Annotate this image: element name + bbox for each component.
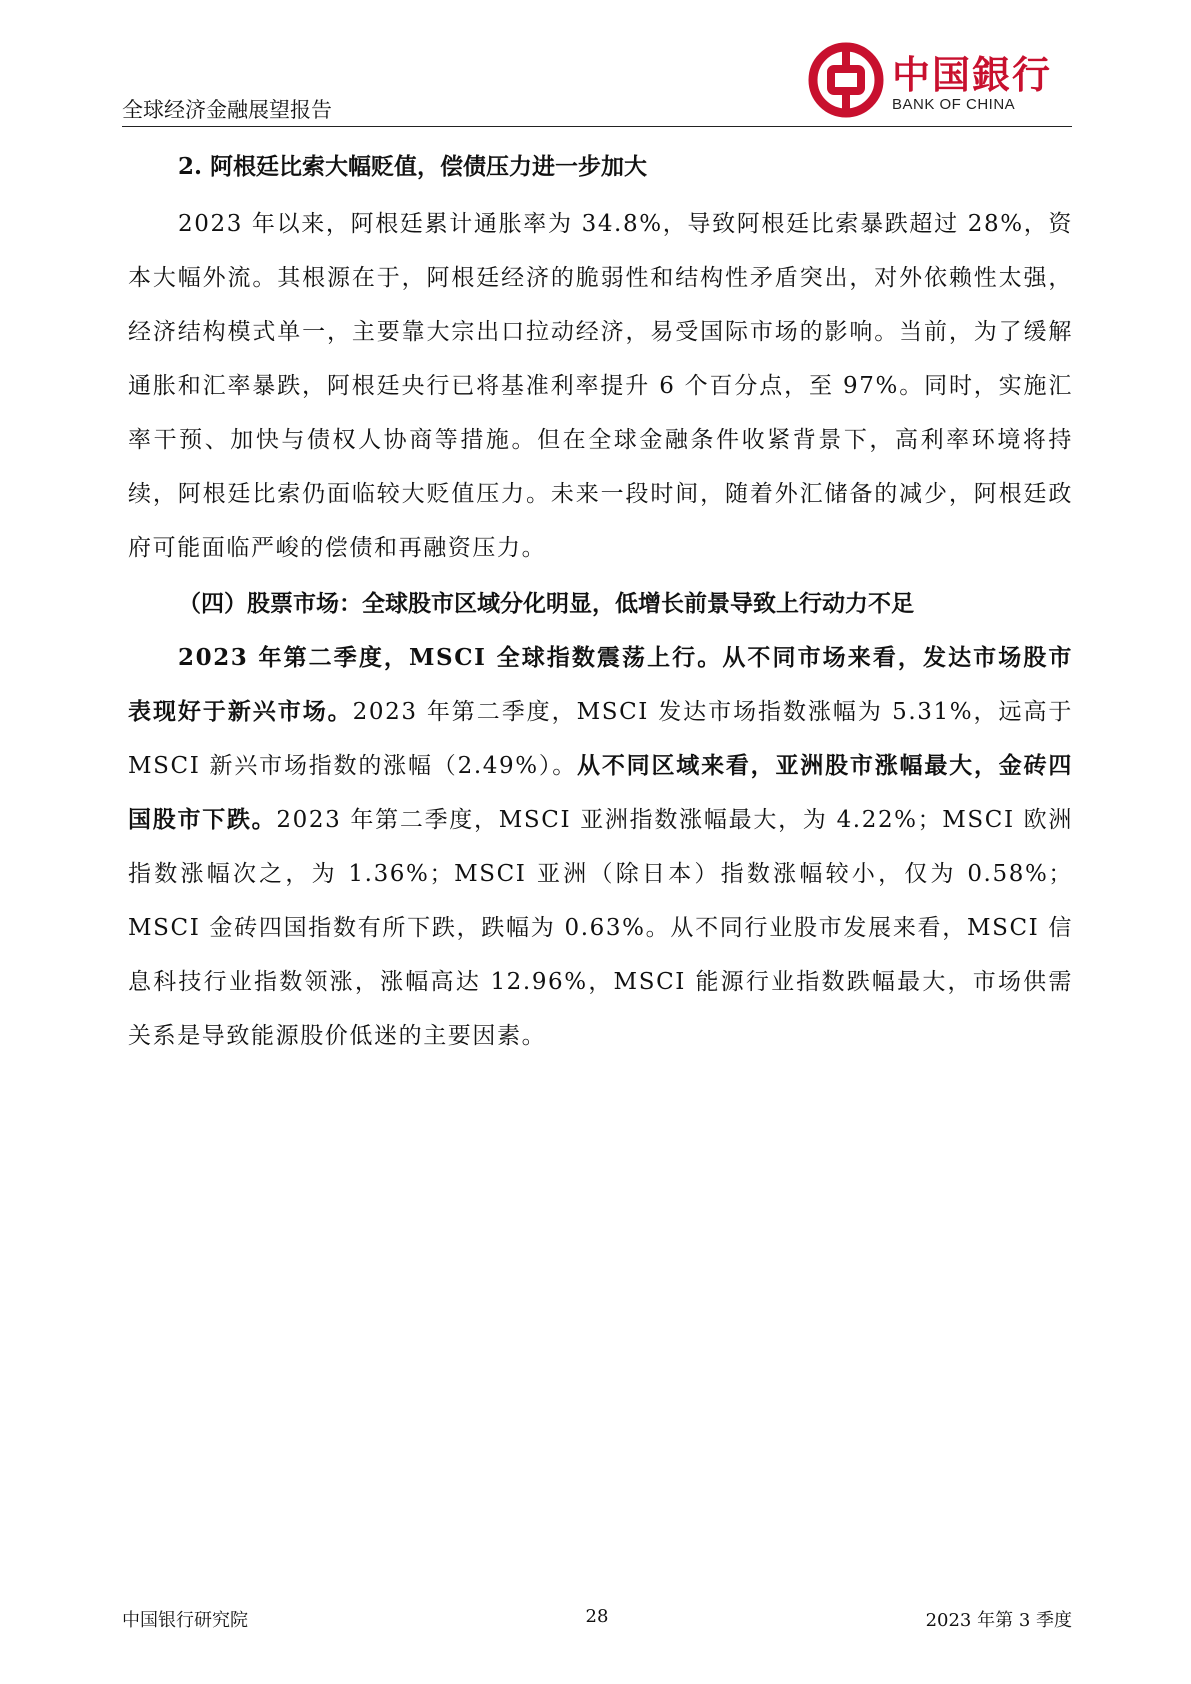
report-title: 全球经济金融展望报告 — [122, 98, 332, 122]
body-paragraph: 2023 年以来，阿根廷累计通胀率为 34.8%，导致阿根廷比索暴跌超过 28%，资本大幅外流。其根源在于，阿根廷经济的脆弱性和结构性矛盾突出，对外依赖性太强，经济结构模式单一，主要靠大宗出口拉动经济，易受国际市场的影响。当前，为了缓解通胀和汇率暴跌，阿根廷央行已将基准利率提升 6 个百分点，至 97%。同时，实施汇率干预、加快与债权人协商等措施。但在全球金融条件收紧背景下，高利率环境将持续，阿根廷比索仍面临较大贬值压力。未来一段时间，随着外汇储备的减少，阿根廷政府可能面临严峻的偿债和再融资压力。 — [128, 211, 1073, 561]
emphasis-text: 从不同区域来看，亚洲股市涨幅最大，金砖四国股市下跌。 — [128, 752, 1074, 833]
body-text: 2023 年第二季度，MSCI 发达市场指数涨幅为 5.31%，远高于 MSCI 新兴市场指数的涨幅（2.49%）。 — [128, 699, 1073, 779]
bank-of-china-emblem-icon — [808, 42, 884, 118]
section-heading: （四）股票市场：全球股市区域分化明显，低增长前景导致上行动力不足 — [178, 590, 914, 617]
body-text: 2023 年第二季度，MSCI 亚洲指数涨幅最大，为 4.22%；MSCI 欧洲指数涨幅次之，为 1.36%；MSCI 亚洲（除日本）指数涨幅较小，仅为 0.58%；MSCI 金砖四国指数有所下跌，跌幅为 0.63%。从不同行业股市发展来看，MSCI 信息科技行业指数领涨，涨幅高达 12.96%，MSCI 能源行业指数跌幅最大，市场供需关系是导致能源股价低迷的主要因素。 — [128, 807, 1073, 1049]
footer-period: 2023 年第 3 季度 — [925, 1610, 1072, 1631]
section-heading: 2. 阿根廷比索大幅贬值，偿债压力进一步加大 — [178, 153, 648, 180]
emphasis-text: 2023 年第二季度，MSCI 全球指数震荡上行。从不同市场来看，发达市场股市表现好于新兴市场。 — [128, 644, 1073, 725]
body-paragraph — [128, 631, 1073, 1063]
bank-of-china-logo — [806, 40, 1066, 120]
main-content — [128, 140, 1073, 1063]
page-header — [122, 40, 1072, 127]
page-number: 28 — [585, 1606, 609, 1627]
logo-chinese-name: 中国銀行 — [892, 52, 1053, 97]
footer-institution: 中国银行研究院 — [122, 1610, 248, 1631]
logo-english-name: BANK OF CHINA — [892, 96, 1016, 113]
